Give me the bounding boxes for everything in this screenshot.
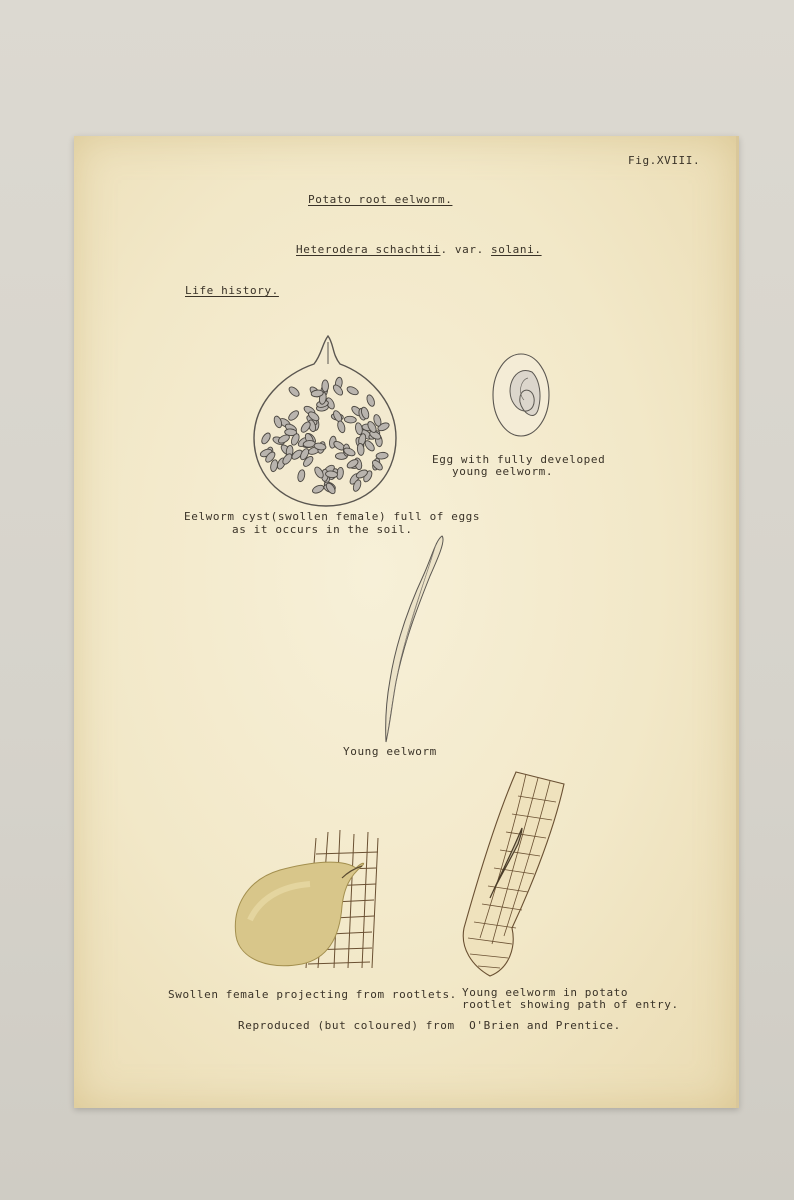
rootlet-outline	[463, 772, 564, 976]
section-heading: Life history.	[185, 284, 279, 297]
species-variety: solani.	[491, 243, 542, 256]
cyst-drawing	[248, 330, 408, 510]
egg-drawing	[488, 350, 558, 440]
species-genus: Heterodera schachtii	[296, 243, 441, 256]
swollen-female-drawing	[230, 828, 390, 978]
eelworm-body	[386, 536, 443, 742]
rootlet-drawing	[456, 768, 576, 978]
swollen-female-caption: Swollen female projecting from rootlets.	[168, 988, 457, 1001]
rootlet-caption-line2: rootlet showing path of entry.	[462, 998, 679, 1011]
cyst-caption-line2: as it occurs in the soil.	[232, 523, 413, 536]
figure-number: Fig.XVIII.	[628, 154, 701, 167]
credit-line: Reproduced (but coloured) from O'Brien and Prentice.	[238, 1019, 621, 1032]
species-separator: . var.	[440, 243, 492, 256]
species-name	[296, 243, 542, 256]
cyst-caption-line1: Eelworm cyst(swollen female) full of eggs	[184, 510, 481, 523]
egg-caption-line2: young eelworm.	[452, 465, 554, 478]
document-title: Potato root eelworm.	[308, 193, 453, 206]
rootlet-caption-line1: Young eelworm in potato	[462, 986, 629, 999]
cyst-egg	[322, 380, 329, 392]
young-eelworm-drawing	[372, 532, 452, 747]
egg-caption-line1: Egg with fully developed	[432, 453, 606, 466]
young-eelworm-caption: Young eelworm	[343, 745, 437, 758]
